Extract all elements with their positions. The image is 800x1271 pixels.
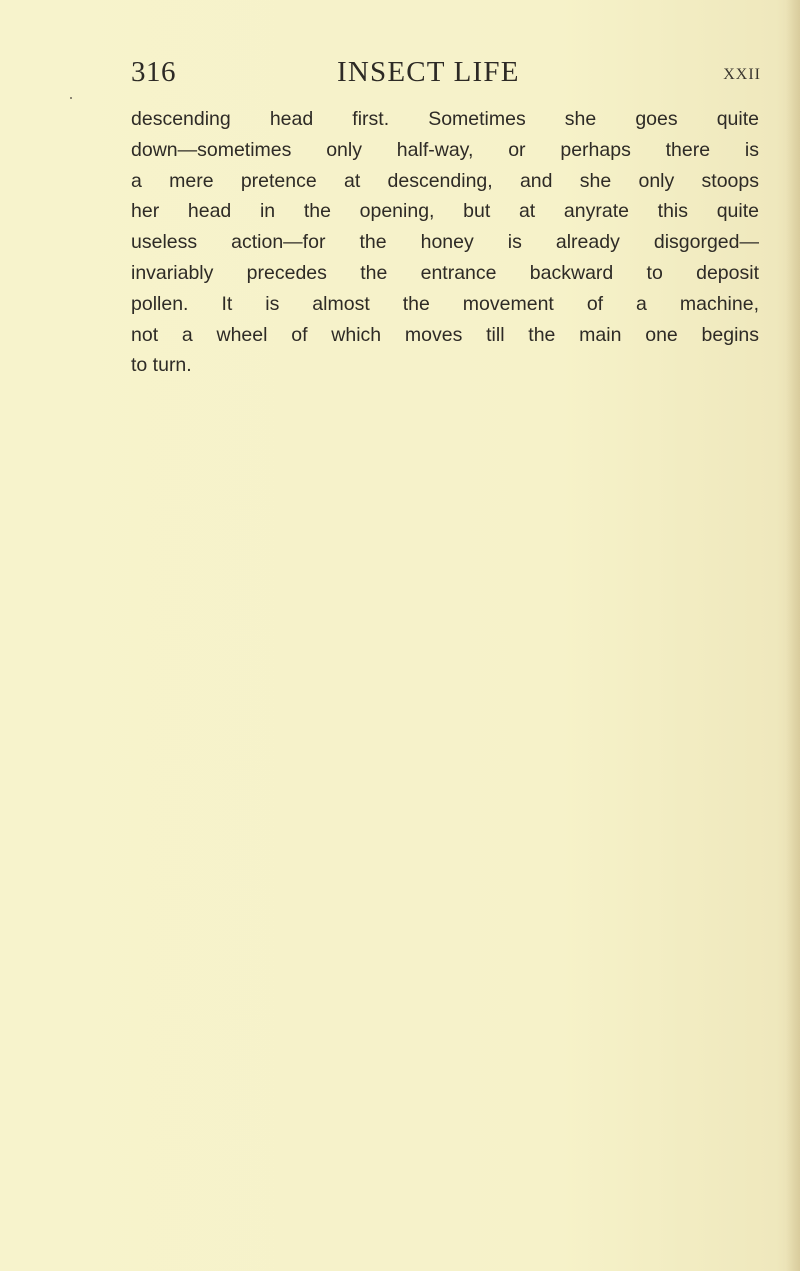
text-line: descending head first. Sometimes she goes quite: [131, 108, 759, 130]
text-line: pollen. It is almost the movement of a machine,: [131, 292, 759, 315]
page-number: 316: [131, 56, 176, 88]
text-line: useless action—for the honey is already disgorged—: [131, 231, 759, 254]
text-line: down—sometimes only half-way, or perhaps there is: [131, 138, 759, 161]
text-line: a mere pretence at descending, and she only stoops: [131, 169, 759, 192]
text-line: invariably precedes the entrance backward to deposit: [131, 261, 759, 284]
text-line: her head in the opening, but at anyrate this quite: [131, 200, 759, 223]
running-title: INSECT LIFE: [337, 56, 520, 88]
chapter-number: XXII: [723, 66, 761, 83]
text-line: to turn.: [131, 354, 192, 377]
page-edge-shadow: [786, 0, 800, 1271]
text-line: not a wheel of which moves till the main one begins: [131, 323, 759, 346]
body-paragraph: [131, 104, 759, 381]
margin-speck: [70, 97, 72, 99]
running-head: [131, 56, 761, 96]
